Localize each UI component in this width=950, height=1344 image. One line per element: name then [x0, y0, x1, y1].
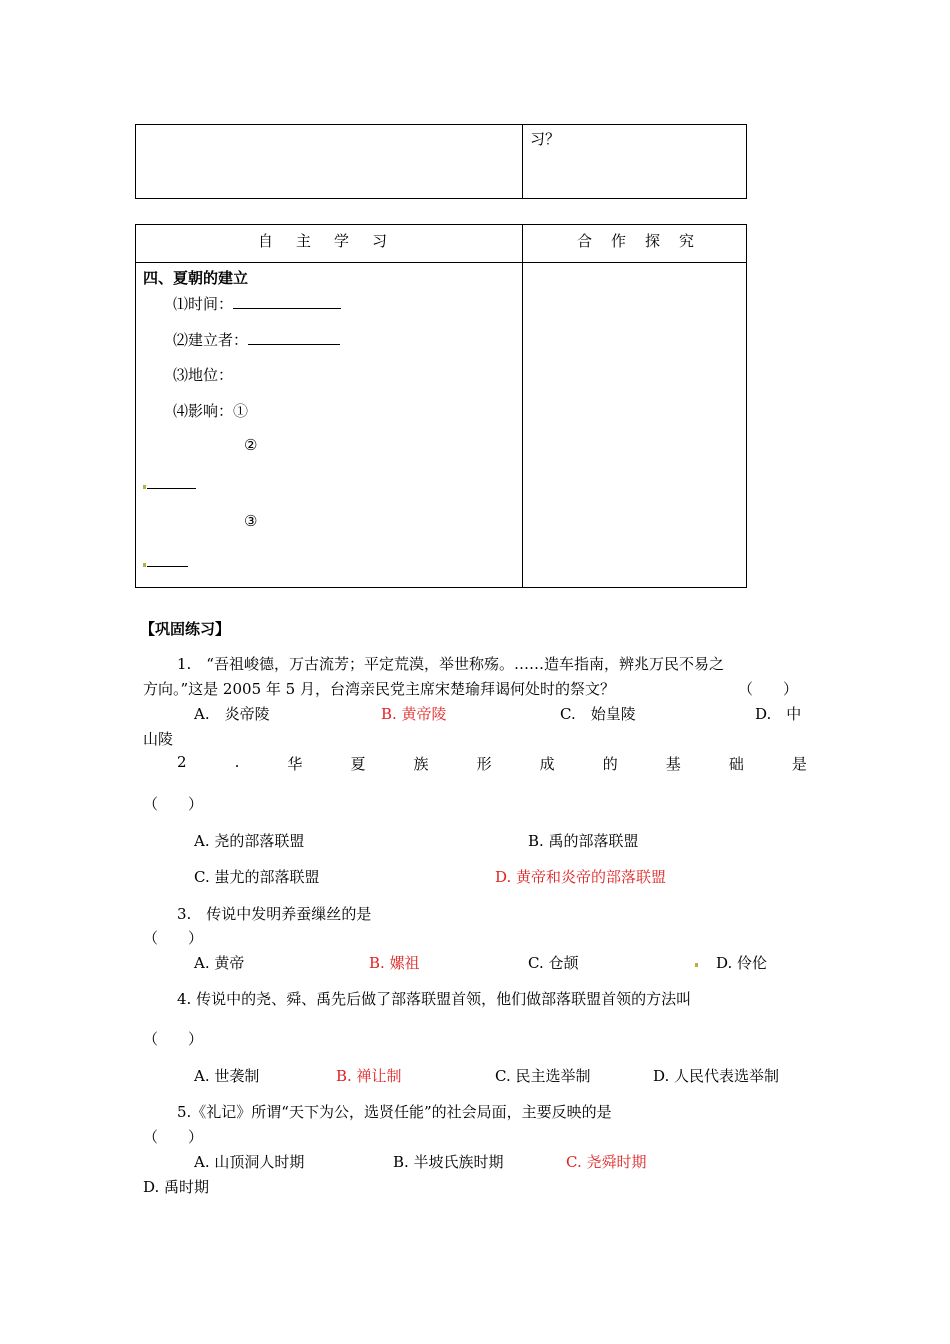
influence-3-blank[interactable] [147, 566, 188, 567]
q1-option-d-cont: 山陵 [143, 730, 174, 748]
item-influence-3: ③ [244, 512, 258, 530]
q1-option-d: D. 中 [755, 705, 802, 723]
q1-paren: （ ） [738, 680, 799, 698]
q1-line1: 1. “吾祖峻德，万古流芳；平定荒漠，举世称殇。……造车指南，辨兆万民不易之 [177, 655, 724, 673]
item-founder-label: ⑵建立者： [173, 331, 249, 349]
table-study-header-line [135, 262, 747, 263]
q5-option-a: A. 山顶洞人时期 [194, 1153, 305, 1171]
q2-paren: （ ） [143, 795, 204, 813]
practice-heading: 【巩固练习】 [140, 620, 231, 638]
item-founder-blank[interactable] [248, 330, 340, 345]
section-title: 四、夏朝的建立 [143, 269, 249, 287]
q1-line2: 方向。”这是 2005 年 5 月，台湾亲民党主席宋楚瑜拜谒何处时的祭文？ [143, 680, 615, 698]
q3-option-d: D. 伶伦 [716, 954, 768, 972]
q2-char: 华 [287, 755, 303, 773]
q2-char: 族 [413, 755, 429, 773]
mark-1 [143, 485, 146, 489]
item-status: ⑶地位： [173, 366, 234, 384]
q5-option-b: B. 半坡氏族时期 [393, 1153, 504, 1171]
q5-paren: （ ） [143, 1128, 204, 1146]
q2-char: 基 [665, 755, 681, 773]
item-time [173, 293, 341, 314]
q1-option-a: A. 炎帝陵 [194, 705, 270, 723]
q3-paren: （ ） [143, 929, 204, 947]
table-top-divider [522, 124, 523, 199]
table-top [135, 124, 747, 199]
q4-stem: 4. 传说中的尧、舜、禹先后做了部落联盟首领，他们做部落联盟首领的方法叫 [177, 990, 692, 1008]
q3-option-c: C. 仓颉 [528, 954, 579, 972]
table-study-divider [522, 224, 523, 588]
q4-option-d: D. 人民代表选举制 [653, 1067, 780, 1085]
q2-char: 成 [539, 755, 555, 773]
q2-option-b: B. 禹的部落联盟 [528, 832, 639, 850]
q2-char: 形 [476, 755, 492, 773]
q1-option-b: B. 黄帝陵 [381, 705, 447, 723]
q2-option-d: D. 黄帝和炎帝的部落联盟 [495, 868, 667, 886]
q4-option-b: B. 禅让制 [336, 1067, 402, 1085]
q2-char: 是 [791, 755, 807, 773]
q5-stem: 5.《礼记》所谓“天下为公，选贤任能”的社会局面，主要反映的是 [177, 1103, 612, 1121]
q4-paren: （ ） [143, 1030, 204, 1048]
table-top-right-cell: 习？ [530, 130, 561, 148]
q5-option-c: C. 尧舜时期 [566, 1153, 647, 1171]
q4-option-c: C. 民主选举制 [495, 1067, 591, 1085]
q2-char: . [234, 753, 240, 771]
q5-option-d: D. 禹时期 [143, 1178, 210, 1196]
q2-option-a: A. 尧的部落联盟 [194, 832, 305, 850]
header-cooperative-inquiry: 合 作 探 究 [577, 232, 697, 250]
item-influence-2: ② [244, 436, 258, 454]
item-time-label: ⑴时间： [173, 295, 234, 313]
q2-char: 础 [728, 755, 744, 773]
mark-3 [695, 963, 698, 967]
q4-option-a: A. 世袭制 [194, 1067, 260, 1085]
item-time-blank[interactable] [233, 294, 341, 309]
q3-option-a: A. 黄帝 [194, 954, 245, 972]
q2-char: 2 [177, 753, 187, 771]
q3-stem: 3. 传说中发明养蚕缫丝的是 [177, 905, 372, 923]
q1-option-c: C. 始皇陵 [560, 705, 636, 723]
mark-2 [143, 563, 146, 567]
header-self-study: 自 主 学 习 [258, 232, 392, 250]
item-influence: ⑷影响：① [173, 402, 249, 420]
q2-char: 的 [602, 755, 618, 773]
q3-option-b: B. 嫘祖 [369, 954, 420, 972]
item-founder [173, 329, 340, 350]
influence-2-blank[interactable] [147, 488, 196, 489]
q2-option-c: C. 蚩尤的部落联盟 [194, 868, 320, 886]
q2-char: 夏 [350, 755, 366, 773]
q2-stem [177, 753, 807, 774]
